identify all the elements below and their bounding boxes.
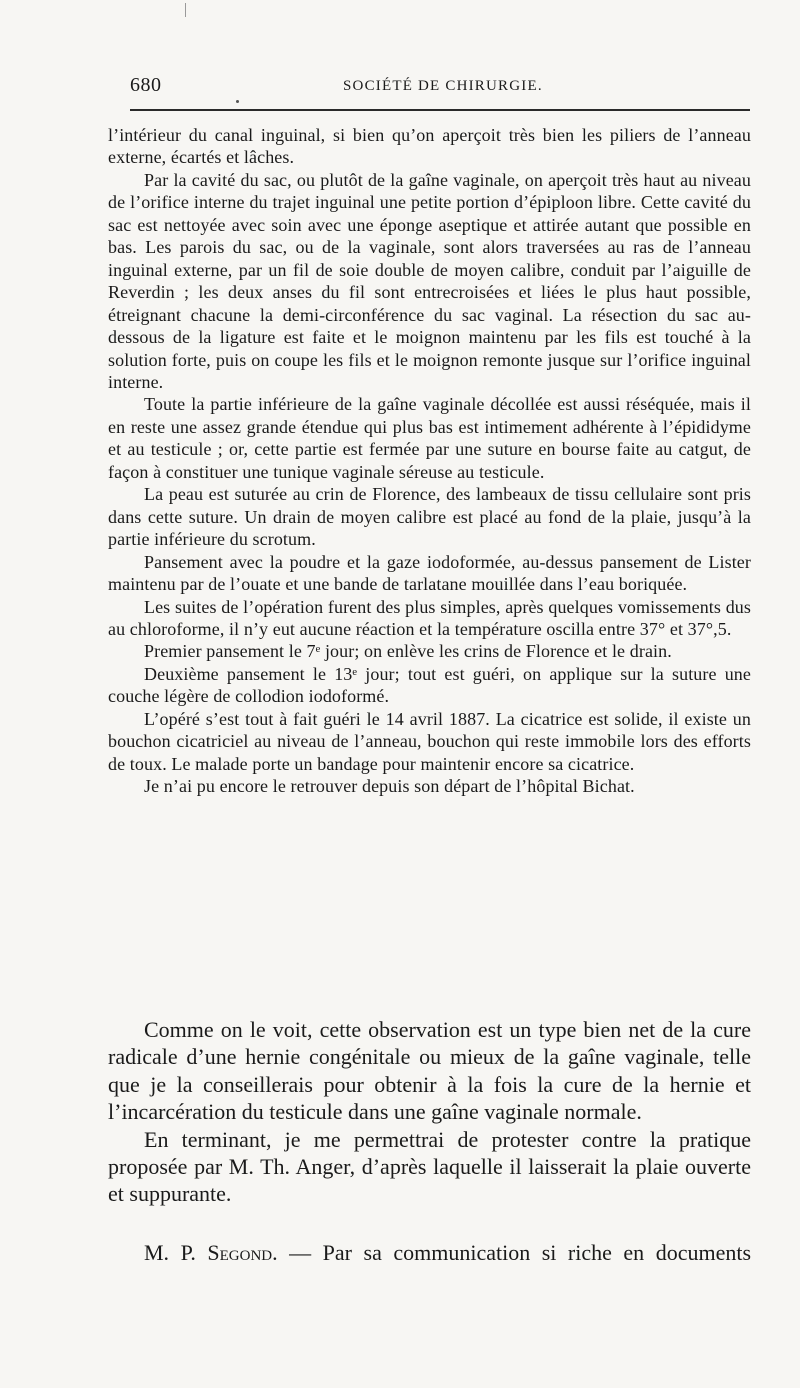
observation-text bbox=[108, 124, 751, 798]
running-head bbox=[130, 74, 750, 102]
paragraph: Deuxième pansement le 13ᵉ jour; tout est guéri, on applique sur la suture une couche légère de collodion iodoformé. bbox=[108, 663, 751, 707]
paragraph: En terminant, je me permettrai de protester contre la pratique proposée par M. Th. Anger, d’après laquelle il laisserait la plaie ouverte et suppurante. bbox=[108, 1126, 751, 1207]
paragraph: L’opéré s’est tout à fait guéri le 14 avril 1887. La cicatrice est solide, il existe un bouchon cicatriciel au niveau de l’anneau, bouchon qui reste immobile lors des efforts de toux. Le malade porte un bandage pour maintenir encore sa cicatrice. bbox=[108, 708, 751, 774]
paragraph: Toute la partie inférieure de la gaîne vaginale décollée est aussi réséquée, mais il en reste une assez grande étendue qui plus bas est intimement adhérente à l’épididyme et au testicule ; or, cette partie est fermée par une suture en bourse faite au catgut, de façon à constituer une tunique vaginale séreuse au testicule. bbox=[108, 394, 751, 482]
page-number: 680 bbox=[130, 74, 162, 96]
paragraph: La peau est suturée au crin de Florence, des lambeaux de tissu cellulaire sont pris dans cette suture. Un drain de moyen calibre est placé au fond de la plaie, jusqu’à la partie inférieure du scrotum. bbox=[108, 484, 751, 550]
header-rule bbox=[130, 109, 750, 111]
speaker-line bbox=[108, 1239, 751, 1266]
paragraph: Premier pansement le 7ᵉ jour; on enlève les crins de Florence et le drain. bbox=[144, 641, 672, 662]
speaker-prefix: M. P. bbox=[144, 1240, 208, 1265]
speaker-name: Segond bbox=[207, 1240, 273, 1265]
paragraph: Je n’ai pu encore le retrouver depuis son départ de l’hôpital Bichat. bbox=[144, 776, 635, 797]
running-title: SOCIÉTÉ DE CHIRURGIE. bbox=[343, 78, 543, 94]
margin-mark bbox=[185, 3, 186, 17]
discussion-text bbox=[108, 1016, 751, 1208]
paragraph: Par la cavité du sac, ou plutôt de la gaîne vaginale, on aperçoit très haut au niveau de l’orifice interne du trajet inguinal une petite portion d’épiploon libre. Cette cavité du sac est nettoyée avec soin avec une éponge aseptique et attirée autant que possible en bas. Les parois du sac, ou de la vaginale, sont alors traversées au ras de l’anneau inguinal externe, par un fil de soie double de moyen calibre, conduit par l’aiguille de Reverdin ; les deux anses du fil sont entrecroisées et liées le plus haut possible, étreignant chacune la demi-circonférence du sac vaginal. La résection du sac au-dessous de la ligature est faite et le moignon maintenu par les fils est touché à la solution forte, puis on coupe les fils et le moignon remonte jusque sur l’orifice inguinal interne. bbox=[108, 169, 751, 392]
paragraph: Comme on le voit, cette observation est un type bien net de la cure radicale d’une hernie congénitale ou mieux de la gaîne vaginale, telle que je la conseillerais pour obtenir à la fois la cure de la hernie et l’incarcération du testicule dans une gaîne vaginale normale. bbox=[108, 1017, 751, 1125]
paragraph: l’intérieur du canal inguinal, si bien qu’on aperçoit très bien les piliers de l’anneau externe, écartés et lâches. bbox=[108, 125, 751, 168]
paragraph: Pansement avec la poudre et la gaze iodoformée, au-dessus pansement de Lister maintenu par de l’ouate et une bande de tarlatane mouillée dans l’eau boriquée. bbox=[108, 551, 751, 595]
stray-dot bbox=[236, 100, 239, 103]
paragraph: Les suites de l’opération furent des plus simples, après quelques vomissements dus au chloroforme, il n’y eut aucune réaction et la température oscilla entre 37° et 37°,5. bbox=[108, 596, 751, 639]
speaker-text: . — Par sa communication si riche en documents bbox=[272, 1240, 752, 1265]
